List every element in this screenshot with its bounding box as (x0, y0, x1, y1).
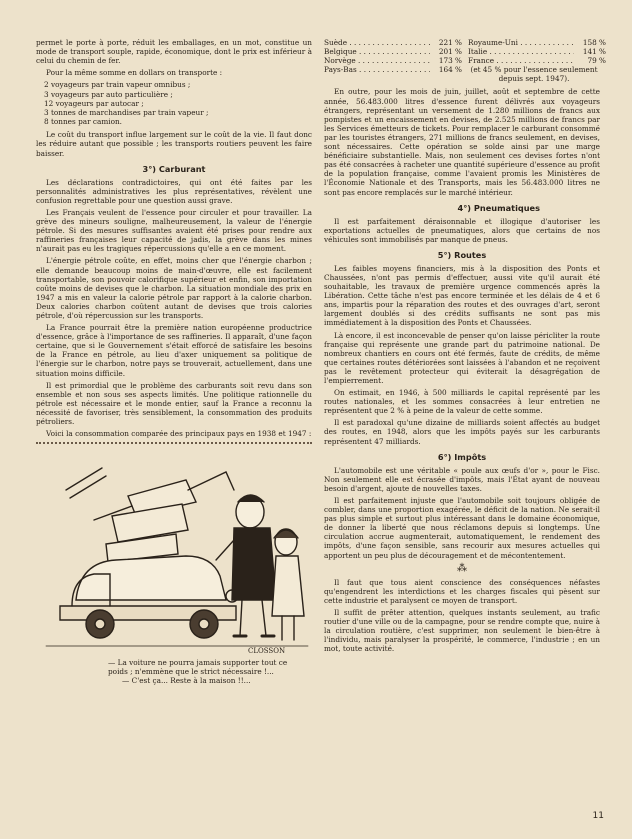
section-heading-routes: 5°) Routes (437, 249, 487, 260)
country-value: 173 % (438, 56, 462, 66)
country-name: France . . . (468, 56, 574, 65)
list-item: 2 voyageurs par train vapeur omnibus ; (44, 80, 191, 90)
routes-paragraph: Il est paradoxal qu'une dizaine de milliards soient affectés au budget des routes, en 1948, alors que les impôts payés sur les carburants représentent 47 milliards. (324, 418, 600, 446)
illustration-signature: CLOSSON (248, 647, 286, 656)
routes-paragraph: Les faibles moyens financiers, mis à la disposition des Ponts et Chaussées, n'ont pas permis d'effectuer, aussi vite qu'il aurait été souhaitable, les travaux de première urgence commencés après la Libération. Cette tâche n'est pas encore terminée et les délais de 4 et 6 ans, impartis pour la réparation des routes et des ouvrages d'art, seront largement doublés si des crédits suffisants ne sont pas mis immédiatement à la disposition des Ponts et Chaussées. (324, 263, 600, 328)
country-name: Royaume-Uni . . . (468, 38, 574, 47)
cartoon-illustration (36, 450, 312, 658)
section-heading-carburant: 3°) Carburant (142, 163, 206, 174)
routes-paragraph: On estimait, en 1946, à 500 milliards le capital représenté par les routes nationales, et les sommes consacrées à leur entretien ne représentent que 2 % à peine de la valeur de cette somme. (324, 388, 600, 416)
carburant-paragraph: L'énergie pétrole coûte, en effet, moins cher que l'énergie charbon ; elle demande beaucoup moins de main-d'œuvre, elle est facilement transportable, son pouvoir calorifique supérieur et enfin, son importation coûte moins de devises que le charbon. La situation mondiale des prix en 1947 a mis en valeur la calorie pétrole par rapport à la calorie charbon. Deux calories charbon coûtent autant de devises que trois calories pétrole, d'où répercussion sur les transports. (36, 256, 312, 320)
consumption-note: (et 45 % pour l'essence seulement depuis sept. 1947). (470, 65, 598, 84)
list-item: 8 tonnes par camion. (44, 117, 122, 127)
country-value: 201 % (438, 47, 462, 57)
dotted-divider (36, 442, 312, 444)
cartoon-drawing (36, 450, 312, 658)
list-intro: Pour la même somme en dollars on transporte : (46, 68, 223, 78)
routes-paragraph: Là encore, il est inconcevable de penser qu'on laisse péricliter la route française qui représente une grande part du patrimoine national. De nombreux chantiers en cours ont été fermés, faute de crédits, de même que certaines routes détériorées sont laissées à l'abandon et ne reçoivent pas le revêtement protecteur qui éviterait la désagrégation de l'empierrement. (324, 330, 600, 385)
country-name: Pays-Bas . . . (324, 65, 430, 83)
intro-paragraph: permet le porte à porte, réduit les emballages, en un mot, constitue un mode de transport souple, rapide, économique, dont le prix est inférieur à celui du chemin de fer. (36, 38, 312, 66)
section-heading-impots: 6°) Impôts (437, 451, 487, 462)
list-item: 12 voyageurs par autocar ; (44, 98, 144, 108)
country-name: Belgique . . . (324, 47, 430, 56)
country-name: Norvège . . . (324, 56, 430, 65)
right-column (324, 38, 606, 656)
caption-line: — La voiture ne pourra jamais supporter tout ce poids ; n'emmène que le strict nécessaire !... (108, 658, 288, 677)
pneumatiques-paragraph: Il est parfaitement déraisonnable et illogique d'autoriser les exportations actuelles de pneumatiques, alors que certains de nos véhicules sont immobilisés par manque de pneus. (324, 216, 600, 244)
table-row (324, 65, 600, 83)
cost-paragraph: Le coût du transport influe largement sur le coût de la vie. Il faut donc les réduire autant que possible ; les transports routiers peuvent les faire baisser. (36, 130, 312, 158)
impots-paragraph: Il faut que tous aient conscience des conséquences néfastes qu'engendrent les interdictions et les charges fiscales qui pèsent sur cette industrie et paralysent ce moyen de transport. (324, 577, 600, 605)
country-value: 158 % (582, 38, 606, 47)
ornament: ⁂ (457, 562, 467, 574)
list-item: 3 tonnes de marchandises par train vapeur ; (44, 107, 209, 117)
impots-paragraph: Il est parfaitement injuste que l'automobile soit toujours obligée de combler, dans une proportion exagérée, le déficit de la nation. Ne serait-il pas plus simple et surtout plus intéressant dans le domaine économique, de donner la liberté que nous réclamons depuis si longtemps. Une circulation accrue augmenterait, automatiquement, le rendement des impôts, d'une façon sensible, sans recourir aux mesures actuelles qui apportent un peu plus de découragement et de mécontentement. (324, 495, 600, 560)
country-name: Italie . . . (468, 47, 574, 56)
transport-list (44, 80, 312, 126)
carburant-paragraph: Les déclarations contradictoires, qui ont été faites par les personnalités administratives les plus représentatives, révèlent une confusion regrettable pour une question aussi grave. (36, 177, 312, 205)
country-name: Suède . . . (324, 38, 430, 47)
table-row (324, 47, 606, 57)
table-row (324, 56, 606, 66)
carburant-paragraph: La France pourrait être la première nation européenne productrice d'essence, grâce à l'importance de ses raffineries. Il apparaît, d'une façon certaine, que si le Gouvernement s'était efforcé de satisfaire les besoins de la France en pétrole, au lieu d'axer uniquement sa politique de l'énergie sur le charbon, notre pays se trouverait, actuellement, dans une situation moins difficile. (36, 323, 312, 378)
impots-paragraph: Il suffit de prêter attention, quelques instants seulement, au trafic routier d'une ville ou de la campagne, pour se rendre compte que, nuire à la circulation routière, c'est supprimer, non seulement le bien-être à l'individu, mais paralyser la prospérité, le commerce, l'industrie ; en un mot, toute activité. (324, 607, 600, 654)
section-heading-pneumatiques: 4°) Pneumatiques (457, 202, 540, 213)
table-row (324, 38, 606, 47)
carburant-paragraph: Voici la consommation comparée des principaux pays en 1938 et 1947 : (46, 429, 312, 439)
country-value: 141 % (582, 47, 606, 57)
country-value: 79 % (587, 56, 606, 66)
caption-line: — C'est ça... Reste à la maison !!... (122, 676, 251, 686)
carburant-paragraph: Les Français veulent de l'essence pour circuler et pour travailler. La grève des mineurs souligne, malheureusement, la valeur de l'énergie pétrole. Si des mesures suffisantes avaient été prises pour rendre aux raffineries françaises leur capacité de jadis, la grève dans les mines n'aurait pas eu les tragiques répercussions qu'elle a en ce moment. (36, 207, 312, 254)
consumption-table (324, 38, 606, 84)
essence-paragraph: En outre, pour les mois de juin, juillet, août et septembre de cette année, 56.483.000 litres d'essence furent délivrés aux voyageurs étrangers, représentant un versement de 1.280 millions de francs aux pompistes et un encaissement en devises, de 2.525 millions de francs par les Services émetteurs de tickets. Pour remplacer le carburant consommé par les touristes étrangers, 271 millions de francs seulement, en devises, sont nécessaires. Cette opération se solde ainsi par une marge bénéficiaire substantielle. Mais, non seulement ces devises fortes n'ont pas été consacrées à racheter une quantité supérieure d'essence au profit de la population française, comme l'avaient promis les Ministères de l'Économie Nationale et des Transports, mais les 56.483.000 litres ne sont pas encore remplacés sur le marché intérieur. (324, 87, 600, 197)
country-value: 221 % (438, 38, 462, 47)
list-item: 3 voyageurs par auto particulière ; (44, 89, 173, 99)
page-number: 11 (592, 811, 604, 821)
country-value: 164 % (438, 65, 462, 75)
impots-paragraph: L'automobile est une véritable « poule aux œufs d'or », pour le Fisc. Non seulement elle est écrasée d'impôts, mais l'État ayant de nouveau besoin d'argent, ajoute de nouvelles taxes. (324, 465, 600, 493)
cartoon-caption (108, 658, 298, 685)
carburant-paragraph: Il est primordial que le problème des carburants soit revu dans son ensemble et non sous ses aspects limités. Une politique rationnelle du pétrole est nécessaire et le monde entier, sauf la France a reconnu la nécessité de favoriser, très sensiblement, la consommation des produits pétroliers. (36, 380, 312, 427)
left-column (36, 38, 312, 685)
